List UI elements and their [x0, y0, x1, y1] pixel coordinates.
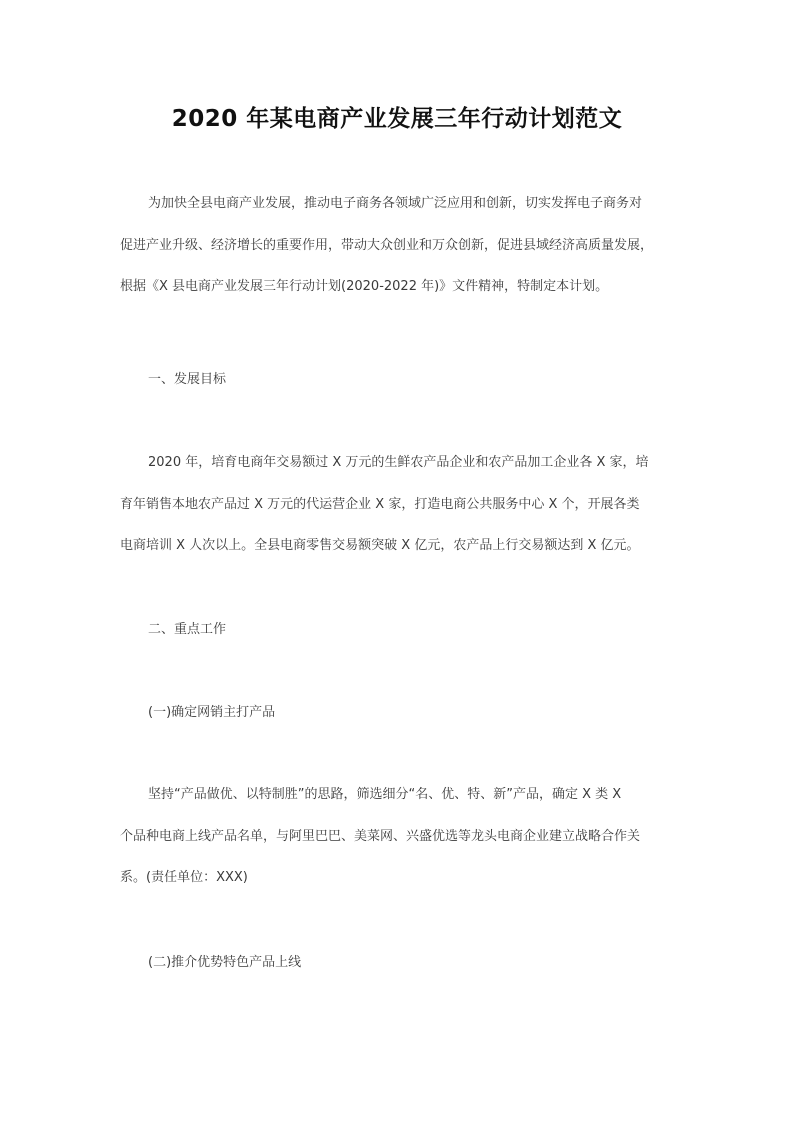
paragraph-line: 育年销售本地农产品过 X 万元的代运营企业 X 家，打造电商公共服务中心 X 个，开展各类: [120, 496, 640, 512]
paragraph-line: 为加快全县电商产业发展，推动电子商务各领域广泛应用和创新，切实发挥电子商务对: [148, 196, 643, 211]
products-paragraph: [120, 774, 680, 899]
subsection-heading-products: (一)确定网销主打产品: [148, 705, 276, 720]
subsection-heading-promotion: (二)推介优势特色产品上线: [148, 955, 302, 970]
document-title: 2020 年某电商产业发展三年行动计划范文: [171, 106, 623, 132]
paragraph-line: 促进产业升级、经济增长的重要作用，带动大众创业和万众创新，促进县域经济高质量发展，: [120, 237, 654, 253]
paragraph-line: 系。(责任单位：XXX): [120, 870, 248, 885]
intro-paragraph: [120, 183, 680, 308]
paragraph-line: 2020 年，培育电商年交易额过 X 万元的生鲜农产品企业和农产品加工企业各 X 家，培: [148, 455, 649, 470]
paragraph-line: 坚持“产品做优、以特制胜”的思路，筛选细分“名、优、特、新”产品，确定 X 类 X: [148, 787, 622, 802]
section-heading-key-work: 二、重点工作: [148, 622, 227, 637]
paragraph-line: 电商培训 X 人次以上。全县电商零售交易额突破 X 亿元，农产品上行交易额达到 X 亿元。: [120, 538, 640, 553]
paragraph-line: 个品种电商上线产品名单，与阿里巴巴、美菜网、兴盛优选等龙头电商企业建立战略合作关: [120, 828, 641, 844]
goals-paragraph: [120, 442, 680, 567]
section-heading-goals: 一、发展目标: [148, 372, 227, 387]
paragraph-line: 根据《X 县电商产业发展三年行动计划(2020-2022 年)》文件精神，特制定本计划。: [120, 279, 609, 294]
